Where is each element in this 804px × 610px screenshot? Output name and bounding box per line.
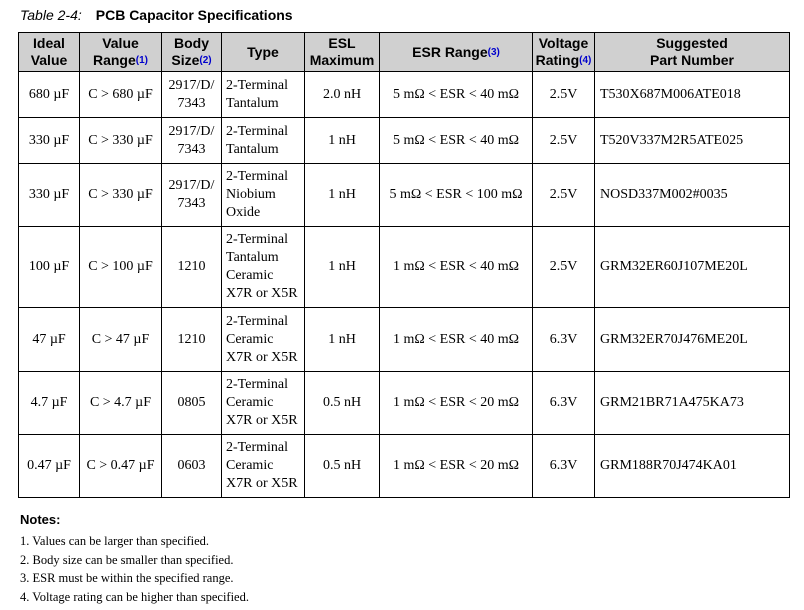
type-cell: 2-Terminal Ceramic X7R or X5R: [222, 372, 305, 435]
header-label: ESL Maximum: [309, 35, 375, 68]
header-body-size: [162, 33, 222, 72]
capacitor-spec-table: [18, 32, 790, 498]
esl-cell: 0.5 nH: [305, 372, 380, 435]
value-range-cell: C > 330 µF: [80, 118, 162, 164]
note-item: 2. Body size can be smaller than specified.: [20, 552, 234, 567]
note-reference: (4): [579, 55, 592, 66]
esl-cell: 0.5 nH: [305, 435, 380, 498]
voltage-rating-cell: 2.5V: [533, 164, 595, 227]
ideal-value-cell: 4.7 µF: [19, 372, 80, 435]
ideal-value-cell: 100 µF: [19, 227, 80, 308]
ideal-value-cell: 47 µF: [19, 308, 80, 372]
esr-range-cell: 5 mΩ < ESR < 40 mΩ: [380, 72, 533, 118]
table-row: [19, 227, 790, 308]
header-label: Ideal Value: [30, 35, 68, 68]
voltage-rating-cell: 2.5V: [533, 72, 595, 118]
part-number-cell: T520V337M2R5ATE025: [595, 118, 790, 164]
type-cell: 2-Terminal Ceramic X7R or X5R: [222, 308, 305, 372]
notes-list: [20, 532, 249, 606]
part-number-cell: GRM188R70J474KA01: [595, 435, 790, 498]
header-esl-maximum: [305, 33, 380, 72]
table-row: [19, 308, 790, 372]
note-reference: (3): [487, 46, 500, 58]
notes-title: Notes:: [20, 512, 61, 527]
table-caption: [20, 7, 293, 23]
esl-cell: 1 nH: [305, 164, 380, 227]
value-range-cell: C > 330 µF: [80, 164, 162, 227]
header-label: Suggested Part Number: [649, 35, 735, 68]
esr-range-cell: 1 mΩ < ESR < 20 mΩ: [380, 372, 533, 435]
note-item: 4. Voltage rating can be higher than specified.: [20, 589, 249, 604]
header-type: [222, 33, 305, 72]
note-reference: (1): [135, 55, 149, 66]
esl-cell: 1 nH: [305, 118, 380, 164]
body-size-cell: 1210: [162, 227, 222, 308]
header-esr-range: [380, 33, 533, 72]
part-number-cell: GRM32ER60J107ME20L: [595, 227, 790, 308]
type-cell: 2-Terminal Tantalum Ceramic X7R or X5R: [222, 227, 305, 308]
esr-range-cell: 5 mΩ < ESR < 40 mΩ: [380, 118, 533, 164]
voltage-rating-cell: 6.3V: [533, 435, 595, 498]
type-cell: 2-Terminal Ceramic X7R or X5R: [222, 435, 305, 498]
note-item: 1. Values can be larger than specified.: [20, 534, 210, 548]
table-number: Table 2-4:: [20, 7, 82, 23]
esl-cell: 2.0 nH: [305, 72, 380, 118]
ideal-value-cell: 680 µF: [19, 72, 80, 118]
note-reference: (2): [199, 55, 212, 66]
value-range-cell: C > 47 µF: [80, 308, 162, 372]
body-size-cell: 1210: [162, 308, 222, 372]
part-number-cell: T530X687M006ATE018: [595, 72, 790, 118]
ideal-value-cell: 0.47 µF: [19, 435, 80, 498]
part-number-cell: NOSD337M002#0035: [595, 164, 790, 227]
note-item: 3. ESR must be within the specified range.: [20, 571, 234, 585]
value-range-cell: C > 100 µF: [80, 227, 162, 308]
esr-range-cell: 1 mΩ < ESR < 40 mΩ: [380, 308, 533, 372]
table-header: [19, 33, 790, 72]
header-voltage-rating: [533, 33, 595, 72]
part-number-cell: GRM32ER70J476ME20L: [595, 308, 790, 372]
header-label: ESR Range: [412, 43, 488, 60]
type-cell: 2-Terminal Niobium Oxide: [222, 164, 305, 227]
table-row: [19, 164, 790, 227]
type-cell: 2-Terminal Tantalum: [222, 72, 305, 118]
esr-range-cell: 1 mΩ < ESR < 20 mΩ: [380, 435, 533, 498]
body-size-cell: 2917/D/ 7343: [162, 164, 222, 227]
header-value-range: [80, 33, 162, 72]
header-label: Value Range: [92, 35, 139, 68]
header-label: Type: [247, 43, 279, 60]
voltage-rating-cell: 2.5V: [533, 227, 595, 308]
header-label: Voltage Rating: [535, 35, 589, 68]
esl-cell: 1 nH: [305, 308, 380, 372]
voltage-rating-cell: 6.3V: [533, 308, 595, 372]
ideal-value-cell: 330 µF: [19, 118, 80, 164]
value-range-cell: C > 680 µF: [80, 72, 162, 118]
header-label: Body Size: [171, 35, 209, 68]
table-body: [19, 72, 790, 498]
value-range-cell: C > 0.47 µF: [80, 435, 162, 498]
body-size-cell: 2917/D/ 7343: [162, 72, 222, 118]
voltage-rating-cell: 2.5V: [533, 118, 595, 164]
table-title: PCB Capacitor Specifications: [95, 7, 293, 23]
body-size-cell: 2917/D/ 7343: [162, 118, 222, 164]
ideal-value-cell: 330 µF: [19, 164, 80, 227]
body-size-cell: 0805: [162, 372, 222, 435]
value-range-cell: C > 4.7 µF: [80, 372, 162, 435]
header-ideal-value: [19, 33, 80, 72]
table-row: [19, 72, 790, 118]
header-row: [19, 33, 790, 72]
type-cell: 2-Terminal Tantalum: [222, 118, 305, 164]
esr-range-cell: 1 mΩ < ESR < 40 mΩ: [380, 227, 533, 308]
table-row: [19, 118, 790, 164]
body-size-cell: 0603: [162, 435, 222, 498]
voltage-rating-cell: 6.3V: [533, 372, 595, 435]
table-row: [19, 435, 790, 498]
table-row: [19, 372, 790, 435]
notes-section: [20, 512, 249, 606]
part-number-cell: GRM21BR71A475KA73: [595, 372, 790, 435]
esr-range-cell: 5 mΩ < ESR < 100 mΩ: [380, 164, 533, 227]
esl-cell: 1 nH: [305, 227, 380, 308]
header-suggested-part-number: [595, 33, 790, 72]
